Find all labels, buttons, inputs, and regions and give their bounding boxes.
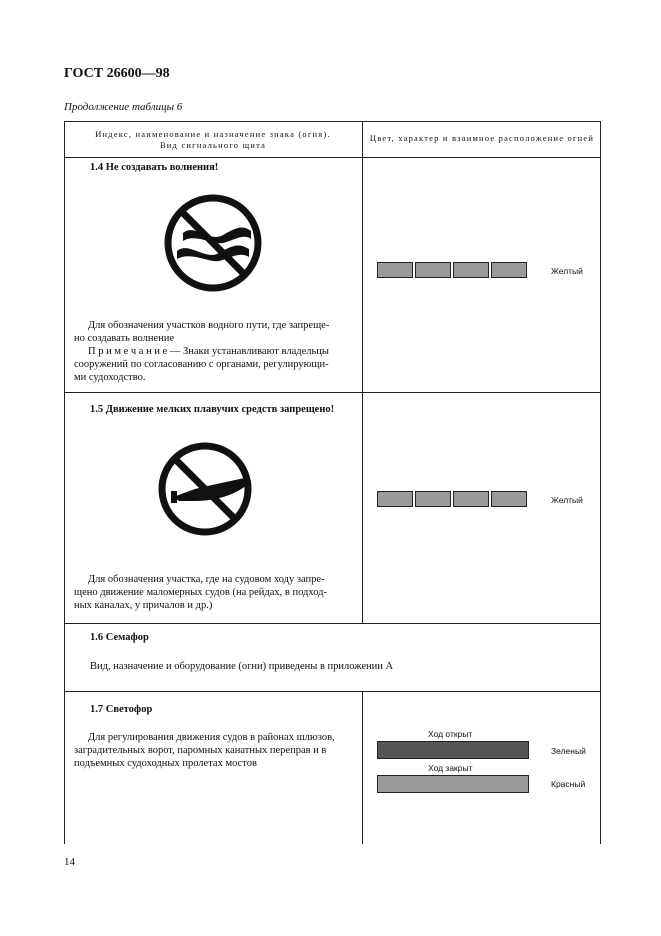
note-label: П р и м е ч а н и е	[88, 346, 168, 357]
row-1-4-note: П р и м е ч а н и е — Знаки устанавливают владельцы сооружений по согласованию с органами, регулирующи- ми судоходство.	[74, 346, 329, 383]
no-waves-icon	[159, 189, 267, 297]
signal-bar-closed	[377, 775, 529, 793]
signal-color-label: Зеленый	[551, 746, 586, 756]
light-lamp	[453, 262, 489, 278]
light-color-label: Желтый	[551, 495, 583, 505]
signal-bar-open	[377, 741, 529, 759]
light-lamp	[415, 262, 451, 278]
light-lamp	[415, 491, 451, 507]
section-title-1-7: 1.7 Светофор	[90, 704, 153, 715]
light-lamp	[377, 491, 413, 507]
light-lamp	[377, 262, 413, 278]
light-bar-row-1-5	[377, 491, 529, 507]
light-color-label: Желтый	[551, 266, 583, 276]
standard-title: ГОСТ 26600—98	[64, 66, 170, 81]
no-small-boats-icon	[153, 437, 257, 541]
light-lamp	[491, 262, 527, 278]
table-continuation-label: Продолжение таблицы 6	[64, 101, 183, 113]
light-lamp	[453, 491, 489, 507]
column-header-sign: Индекс, наименование и назначение знака (огня). Вид сигнального щита	[95, 129, 331, 150]
row-1-4-description: Для обозначения участков водного пути, где запреще- но создавать волнение	[74, 320, 330, 344]
section-title-1-5: 1.5 Движение мелких плавучих средств запрещено!	[90, 404, 335, 415]
row-1-5-description: Для обозначения участка, где на судовом ходу запре- щено движение маломерных судов (на рейдах, в подход- ных каналах, у причалов и др.)	[74, 574, 328, 611]
light-lamp	[491, 491, 527, 507]
row-1-6-description: Вид, назначение и оборудование (огни) приведены в приложении А	[90, 661, 394, 672]
page-number: 14	[64, 856, 75, 868]
section-title-1-6: 1.6 Семафор	[90, 632, 149, 643]
signal-color-label: Красный	[551, 779, 586, 789]
row-1-7-description: Для регулирования движения судов в районах шлюзов, заградительных ворот, паромных канатных переправ и в подъемных судоходных пролетах мостов	[74, 732, 335, 769]
signal-state-label: Ход открыт	[428, 729, 473, 739]
column-header-lights: Цвет, характер и взаимное расположение огней	[369, 133, 595, 143]
section-title-1-4: 1.4 Не создавать волнения!	[90, 162, 219, 173]
light-bar-row-1-4	[377, 262, 529, 278]
signal-state-label: Ход закрыт	[428, 763, 473, 773]
